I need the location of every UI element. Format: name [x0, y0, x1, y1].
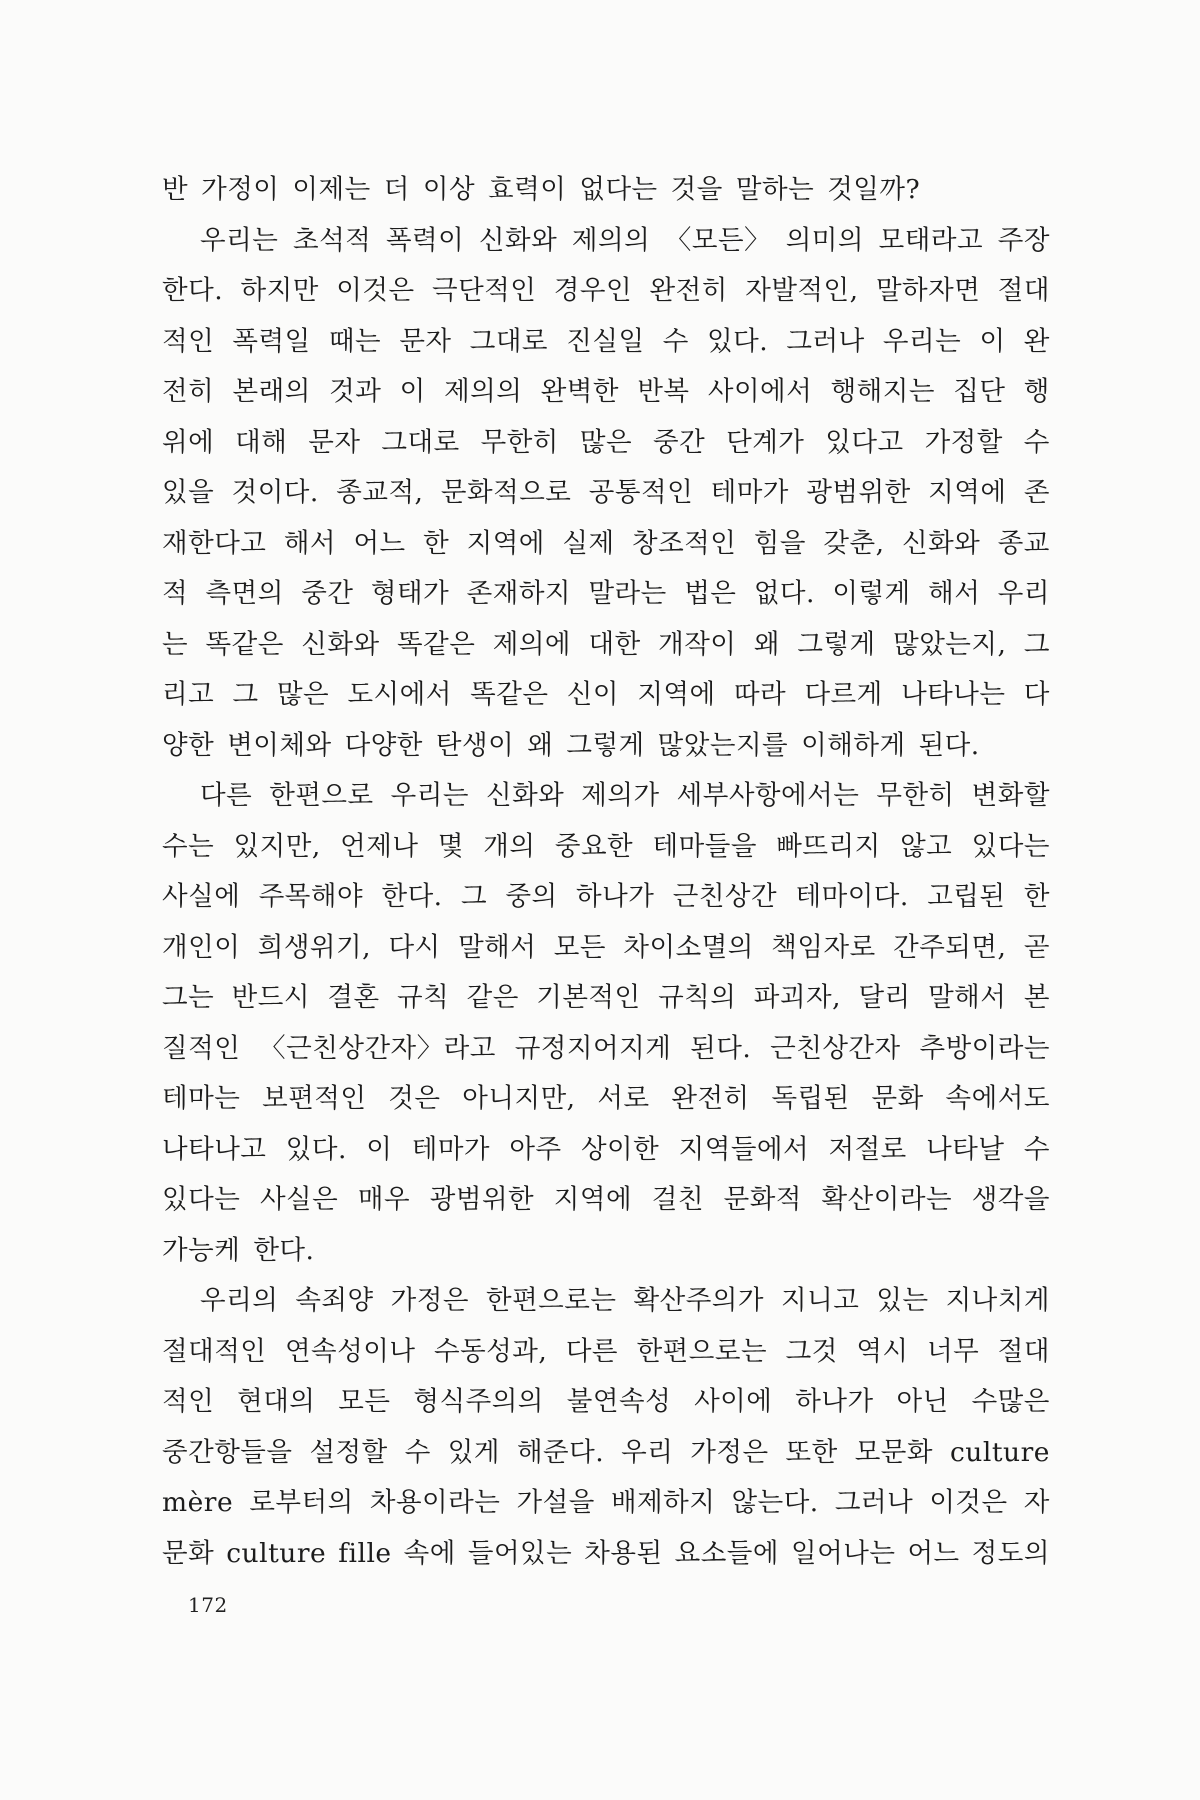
- page-number: 172: [188, 1593, 228, 1617]
- text-line: 전히 본래의 것과 이 제의의 완벽한 반복 사이에서 행해지는 집단 행: [162, 376, 1050, 407]
- text-line: 반 가정이 이제는 더 이상 효력이 없다는 것을 말하는 것일까?: [162, 174, 921, 205]
- text-line: 다른 한편으로 우리는 신화와 제의가 세부사항에서는 무한히 변화할: [200, 780, 1050, 811]
- text-line: 중간항들을 설정할 수 있게 해준다. 우리 가정은 또한 모문화 culture: [162, 1436, 1050, 1468]
- text-line: 사실에 주목해야 한다. 그 중의 하나가 근친상간 테마이다. 고립된 한: [162, 881, 1050, 912]
- text-line: 한다. 하지만 이것은 극단적인 경우인 완전히 자발적인, 말하자면 절대: [162, 275, 1050, 306]
- text-line: 적인 현대의 모든 형식주의의 불연속성 사이에 하나가 아닌 수많은: [162, 1386, 1050, 1417]
- text-line: 질적인 〈근친상간자〉라고 규정지어지게 된다. 근친상간자 추방이라는: [162, 1032, 1050, 1064]
- text-line: 는 똑같은 신화와 똑같은 제의에 대한 개작이 왜 그렇게 많았는지, 그: [162, 628, 1050, 660]
- text-line: 문화 culture fille 속에 들어있는 차용된 요소들에 일어나는 어느 정도의: [162, 1537, 1050, 1569]
- text-line: 적 측면의 중간 형태가 존재하지 말라는 법은 없다. 이렇게 해서 우리: [162, 578, 1050, 609]
- text-line: 양한 변이체와 다양한 탄생이 왜 그렇게 많았는지를 이해하게 된다.: [162, 729, 980, 761]
- text-line: 있을 것이다. 종교적, 문화적으로 공통적인 테마가 광범위한 지역에 존: [162, 477, 1050, 508]
- text-line: 절대적인 연속성이나 수동성과, 다른 한편으로는 그것 역시 너무 절대: [162, 1335, 1050, 1367]
- text-line: 있다는 사실은 매우 광범위한 지역에 걸친 문화적 확산이라는 생각을: [162, 1184, 1050, 1215]
- body-text: [162, 165, 1050, 1579]
- text-line: 개인이 희생위기, 다시 말해서 모든 차이소멸의 책임자로 간주되면, 곧: [162, 931, 1050, 963]
- text-line: 우리의 속죄양 가정은 한편으로는 확산주의가 지니고 있는 지나치게: [200, 1285, 1050, 1316]
- text-line: 우리는 초석적 폭력이 신화와 제의의 〈모든〉 의미의 모태라고 주장: [200, 224, 1050, 256]
- text-line: 나타나고 있다. 이 테마가 아주 상이한 지역들에서 저절로 나타날 수: [162, 1133, 1050, 1165]
- text-line: 가능케 한다.: [162, 1234, 315, 1266]
- text-line: mère 로부터의 차용이라는 가설을 배제하지 않는다. 그러나 이것은 자: [162, 1487, 1050, 1518]
- text-line: 테마는 보편적인 것은 아니지만, 서로 완전히 독립된 문화 속에서도: [162, 1083, 1050, 1114]
- text-line: 적인 폭력일 때는 문자 그대로 진실일 수 있다. 그러나 우리는 이 완: [162, 325, 1050, 357]
- text-line: 재한다고 해서 어느 한 지역에 실제 창조적인 힘을 갖춘, 신화와 종교: [162, 527, 1050, 559]
- text-line: 리고 그 많은 도시에서 똑같은 신이 지역에 따라 다르게 나타나는 다: [162, 679, 1050, 710]
- text-line: 그는 반드시 결혼 규칙 같은 기본적인 규칙의 파괴자, 달리 말해서 본: [162, 982, 1050, 1013]
- text-line: 위에 대해 문자 그대로 무한히 많은 중간 단계가 있다고 가정할 수: [162, 426, 1050, 458]
- text-line: 수는 있지만, 언제나 몇 개의 중요한 테마들을 빠뜨리지 않고 있다는: [162, 830, 1050, 862]
